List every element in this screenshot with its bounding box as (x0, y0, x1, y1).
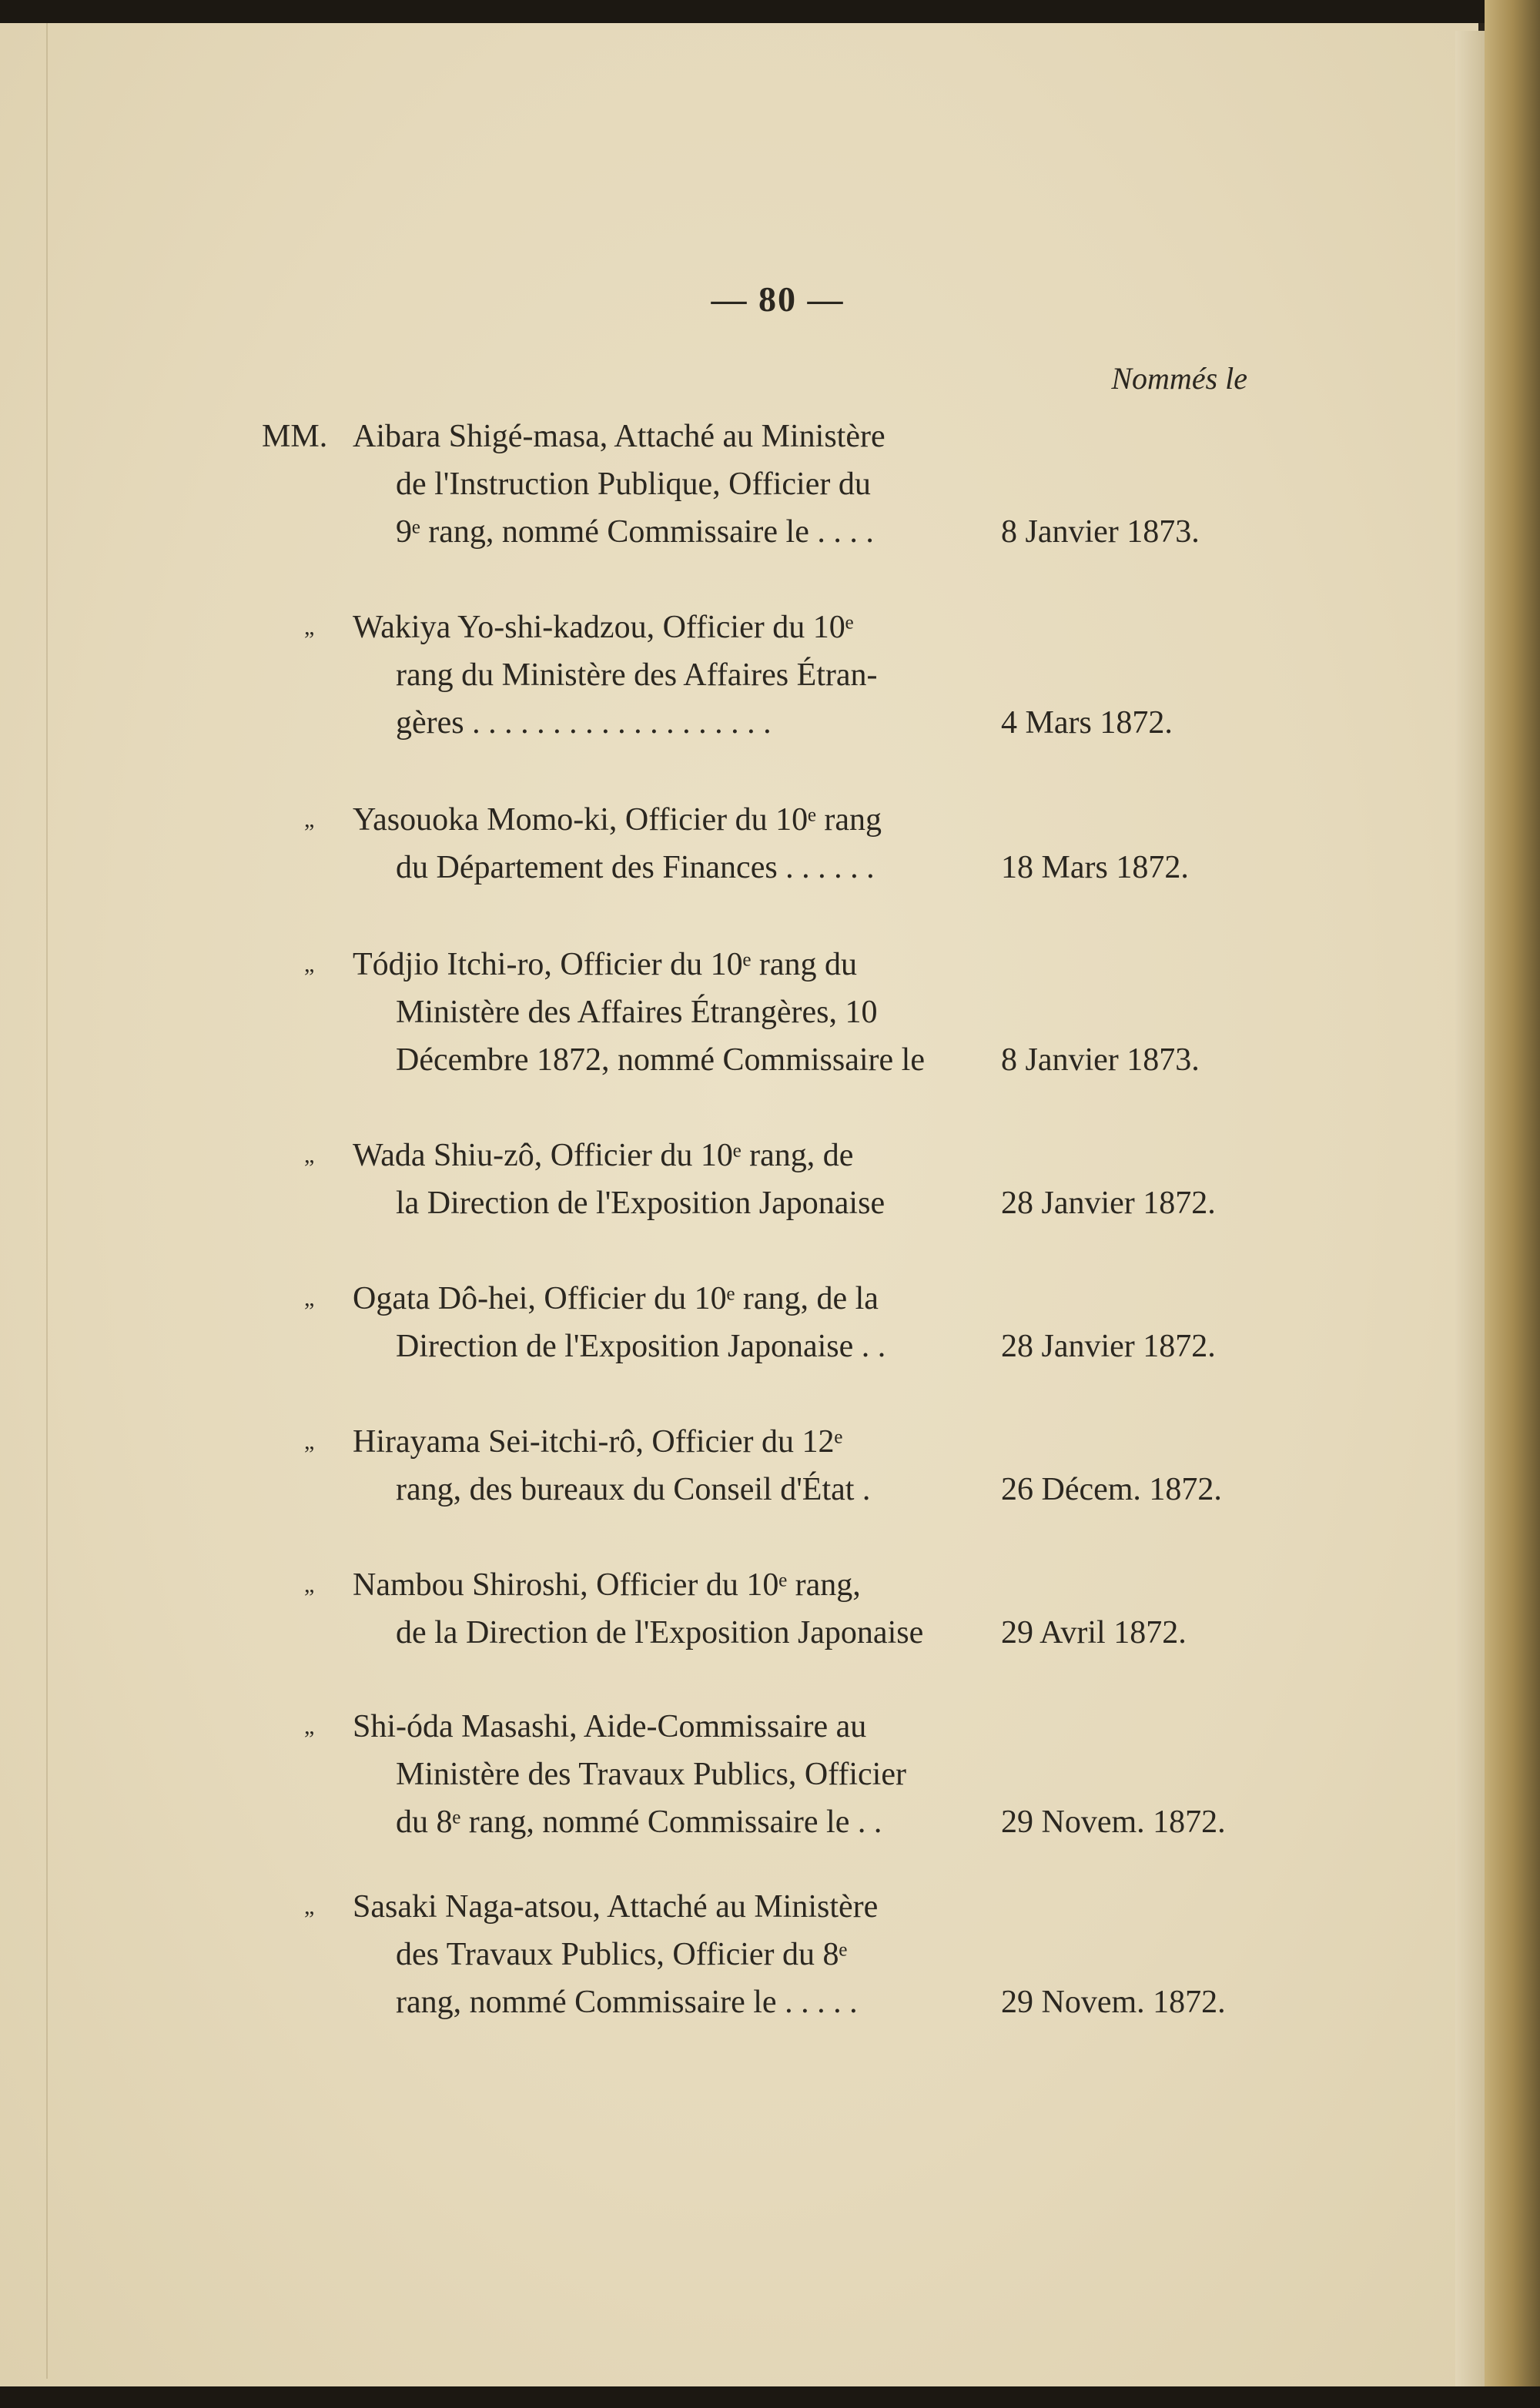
entry-line: gères . . . . . . . . . . . . . . . . . . . (396, 705, 772, 741)
entry-lead: „ (304, 614, 315, 640)
page-edge (1455, 31, 1486, 2386)
entry-date: 29 Novem. 1872. (1001, 1985, 1226, 2020)
entry-lead: „ (304, 807, 315, 832)
entry-lead: „ (304, 1714, 315, 1739)
entry-text (353, 1703, 992, 1846)
entry-line: Ministère des Travaux Publics, Officier (396, 1757, 906, 1792)
book-spine (1485, 0, 1540, 2408)
entry-text (353, 1275, 992, 1370)
entry-line: Wakiya Yo-shi-kadzou, Officier du 10ᵉ (353, 610, 854, 645)
scan-top-border (0, 0, 1540, 23)
entry-lead: „ (304, 1429, 315, 1454)
entry-date: 8 Janvier 1873. (1001, 1042, 1200, 1078)
entry-text (353, 796, 992, 891)
entry-line: du Département des Finances . . . . . . (396, 850, 875, 885)
entry-line: Direction de l'Exposition Japonaise . . (396, 1329, 886, 1364)
entry-line: Ogata Dô-hei, Officier du 10ᵉ rang, de la (353, 1281, 879, 1316)
entry-line: la Direction de l'Exposition Japonaise (396, 1186, 886, 1221)
entry-line: Hirayama Sei-itchi-rô, Officier du 12ᵉ (353, 1424, 843, 1460)
entry-lead: MM. (262, 419, 328, 454)
entry-line: rang du Ministère des Affaires Étran- (396, 657, 878, 693)
entry-line: du 8ᵉ rang, nommé Commissaire le . . (396, 1804, 882, 1840)
entry-line: Yasouoka Momo-ki, Officier du 10ᵉ rang (353, 802, 882, 838)
entry-date: 29 Novem. 1872. (1001, 1804, 1226, 1840)
entry-date: 8 Janvier 1873. (1001, 514, 1200, 550)
entry-text (353, 1561, 992, 1657)
entry-line: 9ᵉ rang, nommé Commissaire le . . . . (396, 514, 874, 550)
entry-line: rang, nommé Commissaire le . . . . . (396, 1985, 858, 2020)
column-heading: Nommés le (1111, 361, 1247, 396)
entry-lead: „ (304, 1572, 315, 1597)
entry-date: 29 Avril 1872. (1001, 1615, 1187, 1650)
entry-line: de la Direction de l'Exposition Japonaise (396, 1615, 924, 1650)
entry-line: des Travaux Publics, Officier du 8ᵉ (396, 1937, 848, 1972)
scan-bottom-border (0, 2386, 1540, 2408)
entry-text (353, 941, 992, 1084)
entry-text (353, 1883, 992, 2026)
entry-text (353, 413, 992, 556)
entry-line: de l'Instruction Publique, Officier du (396, 467, 871, 502)
entry-lead: „ (304, 1894, 315, 1919)
entry-lead: „ (304, 951, 315, 977)
entry-line: Shi-óda Masashi, Aide-Commissaire au (353, 1709, 867, 1744)
entry-line: rang, des bureaux du Conseil d'État . (396, 1472, 871, 1507)
entry-line: Tódjio Itchi-ro, Officier du 10ᵉ rang du (353, 947, 857, 982)
entry-date: 26 Décem. 1872. (1001, 1472, 1222, 1507)
entry-date: 4 Mars 1872. (1001, 705, 1173, 741)
entry-line: Nambou Shiroshi, Officier du 10ᵉ rang, (353, 1567, 861, 1603)
page-left-rule (46, 23, 48, 2379)
entry-line: Sasaki Naga-atsou, Attaché au Ministère (353, 1889, 879, 1925)
entry-line: Ministère des Affaires Étrangères, 10 (396, 995, 878, 1030)
entry-date: 28 Janvier 1872. (1001, 1329, 1216, 1364)
entry-date: 18 Mars 1872. (1001, 850, 1189, 885)
entry-line: Wada Shiu-zô, Officier du 10ᵉ rang, de (353, 1138, 854, 1173)
entry-text (353, 1132, 992, 1227)
entry-text (353, 1418, 992, 1513)
entry-text (353, 604, 992, 747)
page-number: — 80 — (711, 279, 845, 319)
entry-line: Aibara Shigé-masa, Attaché au Ministère (353, 419, 886, 454)
entry-line: Décembre 1872, nommé Commissaire le (396, 1042, 925, 1078)
entry-lead: „ (304, 1142, 315, 1168)
entry-lead: „ (304, 1286, 315, 1311)
entry-date: 28 Janvier 1872. (1001, 1186, 1216, 1221)
